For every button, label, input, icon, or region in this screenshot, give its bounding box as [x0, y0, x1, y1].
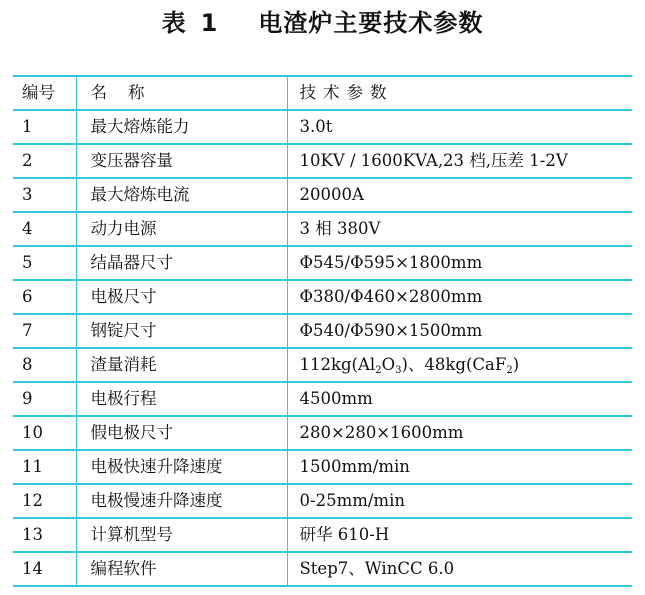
table-row: [13, 246, 632, 280]
row-name: 假电极尺寸: [76, 416, 287, 450]
table-row: [13, 314, 632, 348]
table-caption: [0, 2, 645, 44]
row-number: 14: [13, 552, 76, 586]
table-row: [13, 484, 632, 518]
spec-text: 112kg(Al: [299, 355, 376, 374]
row-spec: 3.0t: [287, 110, 632, 144]
row-number: 13: [13, 518, 76, 552]
row-name: 结晶器尺寸: [76, 246, 287, 280]
row-name: 编程软件: [76, 552, 287, 586]
header-name: 名 称: [76, 76, 287, 110]
row-name: 钢锭尺寸: [76, 314, 287, 348]
caption-number: 1: [200, 9, 219, 37]
table-row: [13, 416, 632, 450]
row-name: 渣量消耗: [76, 348, 287, 382]
row-spec: [287, 348, 632, 382]
row-name: 变压器容量: [76, 144, 287, 178]
row-number: 8: [13, 348, 76, 382]
row-spec: Φ540/Φ590×1500mm: [287, 314, 632, 348]
row-spec: Φ380/Φ460×2800mm: [287, 280, 632, 314]
row-name: 计算机型号: [76, 518, 287, 552]
row-name: 电极慢速升降速度: [76, 484, 287, 518]
header-specs: 技术参数: [287, 76, 632, 110]
row-number: 7: [13, 314, 76, 348]
row-spec: 0-25mm/min: [287, 484, 632, 518]
table-row: [13, 110, 632, 144]
row-spec: Step7、WinCC 6.0: [287, 552, 632, 586]
row-number: 1: [13, 110, 76, 144]
table-row: [13, 144, 632, 178]
row-name: 电极快速升降速度: [76, 450, 287, 484]
table-row: [13, 280, 632, 314]
row-number: 3: [13, 178, 76, 212]
table-row: [13, 552, 632, 586]
row-number: 2: [13, 144, 76, 178]
caption-text: 电渣炉主要技术参数: [258, 9, 484, 37]
row-name: 电极行程: [76, 382, 287, 416]
row-spec: Φ545/Φ595×1800mm: [287, 246, 632, 280]
table-row: [13, 212, 632, 246]
spec-text: O: [381, 355, 396, 374]
table-row: [13, 518, 632, 552]
row-spec: 3 相 380V: [287, 212, 632, 246]
row-number: 10: [13, 416, 76, 450]
row-number: 9: [13, 382, 76, 416]
row-number: 11: [13, 450, 76, 484]
row-number: 12: [13, 484, 76, 518]
subscript: 2: [506, 365, 513, 376]
row-number: 5: [13, 246, 76, 280]
table-row: [13, 382, 632, 416]
row-spec: 10KV / 1600KVA,23 档,压差 1-2V: [287, 144, 632, 178]
table-row: [13, 348, 632, 382]
row-spec: 1500mm/min: [287, 450, 632, 484]
table-header-row: [13, 76, 632, 110]
row-spec: 20000A: [287, 178, 632, 212]
row-number: 6: [13, 280, 76, 314]
subscript: 3: [395, 365, 402, 376]
parameters-table: [13, 75, 632, 587]
row-name: 最大熔炼电流: [76, 178, 287, 212]
table-row: [13, 450, 632, 484]
row-name: 电极尺寸: [76, 280, 287, 314]
caption-label: 表: [161, 9, 187, 37]
spec-text: )、48kg(CaF: [401, 355, 507, 374]
row-spec: 4500mm: [287, 382, 632, 416]
row-spec: 280×280×1600mm: [287, 416, 632, 450]
table-row: [13, 178, 632, 212]
row-spec: 研华 610-H: [287, 518, 632, 552]
header-number: 编号: [13, 76, 76, 110]
row-name: 最大熔炼能力: [76, 110, 287, 144]
row-number: 4: [13, 212, 76, 246]
spec-text: ): [512, 355, 520, 374]
subscript: 2: [375, 365, 382, 376]
row-name: 动力电源: [76, 212, 287, 246]
